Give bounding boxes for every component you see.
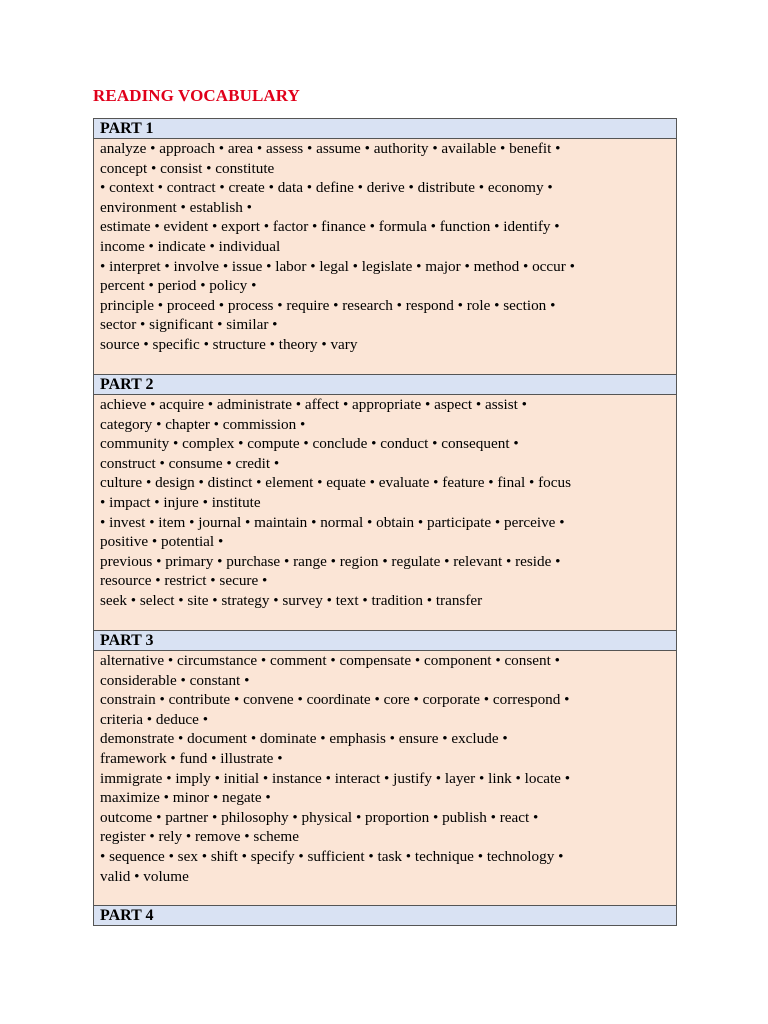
word-line: outcome • partner • philosophy • physical • proportion • publish • react • <box>100 808 539 826</box>
part-1-header: PART 1 <box>94 119 676 139</box>
word-line: • context • contract • create • data • define • derive • distribute • economy • <box>100 179 553 197</box>
word-line: constrain • contribute • convene • coordinate • core • corporate • correspond • <box>100 691 570 709</box>
word-line: source • specific • structure • theory • vary <box>100 335 358 353</box>
vocabulary-table <box>93 118 677 926</box>
word-line: seek • select • site • strategy • survey • text • tradition • transfer <box>100 591 483 609</box>
word-line: demonstrate • document • dominate • emphasis • ensure • exclude • <box>100 730 508 748</box>
word-line: principle • proceed • process • require • research • respond • role • section • <box>100 296 556 314</box>
word-line: immigrate • imply • initial • instance • interact • justify • layer • link • locate • <box>100 769 571 787</box>
word-line: alternative • circumstance • comment • compensate • component • consent • <box>100 652 560 669</box>
word-line: concept • consist • constitute <box>100 159 275 177</box>
word-line: percent • period • policy • <box>100 277 257 295</box>
part-4-header: PART 4 <box>94 906 676 926</box>
word-line: • invest • item • journal • maintain • normal • obtain • participate • perceive • <box>100 513 565 531</box>
part-3-word-list <box>94 651 676 906</box>
word-line: valid • volume <box>100 867 189 885</box>
word-line: positive • potential • <box>100 533 224 551</box>
word-line: category • chapter • commission • <box>100 415 306 433</box>
word-line: income • indicate • individual <box>100 237 281 255</box>
word-line: framework • fund • illustrate • <box>100 749 283 767</box>
word-line: considerable • constant • <box>100 671 250 689</box>
word-line: construct • consume • credit • <box>100 454 280 472</box>
part-2-header: PART 2 <box>94 375 676 395</box>
word-line: register • rely • remove • scheme <box>100 828 299 846</box>
word-line: criteria • deduce • <box>100 710 209 728</box>
word-line: culture • design • distinct • element • equate • evaluate • feature • final • focus <box>100 474 571 492</box>
word-line: achieve • acquire • administrate • affect • appropriate • aspect • assist • <box>100 396 527 413</box>
word-line: resource • restrict • secure • <box>100 572 268 590</box>
word-line: sector • significant • similar • <box>100 316 278 334</box>
part-2-word-list <box>94 395 676 631</box>
word-line: environment • establish • <box>100 198 252 216</box>
word-line: previous • primary • purchase • range • region • regulate • relevant • reside • <box>100 552 561 570</box>
part-3-header: PART 3 <box>94 631 676 651</box>
word-line: maximize • minor • negate • <box>100 789 271 807</box>
document-title: READING VOCABULARY <box>93 86 300 105</box>
part-1-word-list <box>94 139 676 375</box>
word-line: • impact • injure • institute <box>100 493 261 511</box>
word-line: community • complex • compute • conclude • conduct • consequent • <box>100 435 519 453</box>
word-line: analyze • approach • area • assess • assume • authority • available • benefit • <box>100 140 561 157</box>
word-line: • interpret • involve • issue • labor • legal • legislate • major • method • occur • <box>100 257 575 275</box>
word-line: estimate • evident • export • factor • finance • formula • function • identify • <box>100 218 560 236</box>
word-line: • sequence • sex • shift • specify • sufficient • task • technique • technology • <box>100 847 564 865</box>
